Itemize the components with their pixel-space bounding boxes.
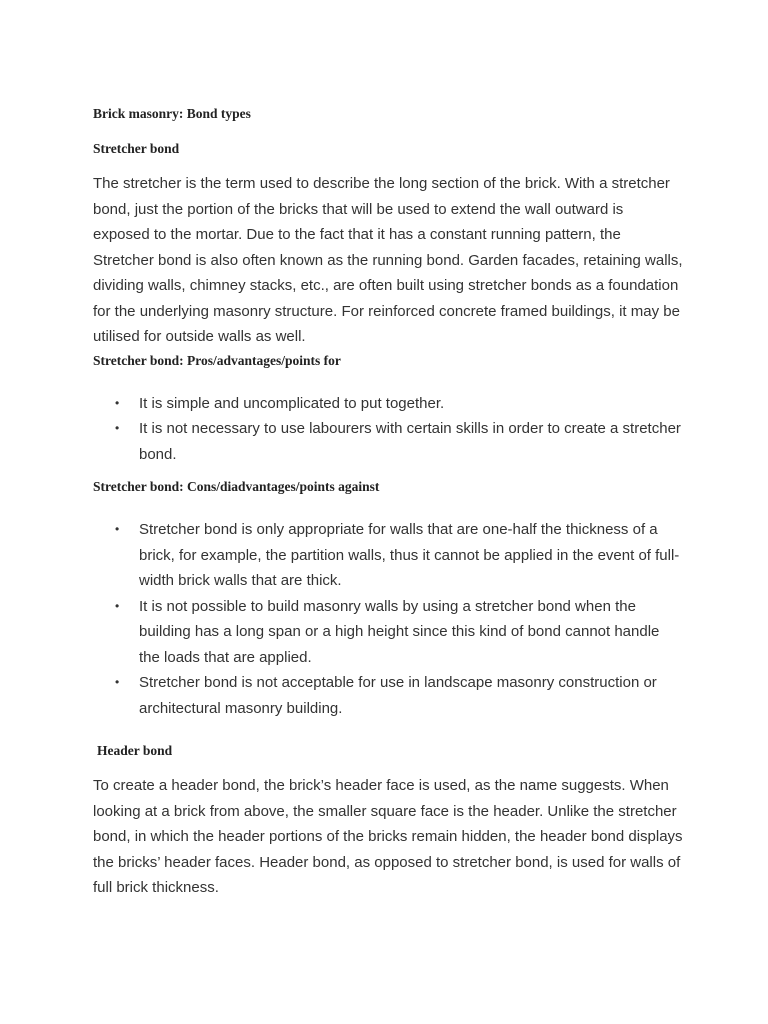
bullet-icon: • — [115, 421, 120, 435]
bullet-icon: • — [115, 395, 120, 410]
list-item — [93, 594, 683, 671]
list-item-text: It is simple and uncomplicated to put together. — [139, 394, 445, 412]
stretcher-bond-paragraph: The stretcher is the term used to describe the long section of the brick. With a stretcher bond, just the portion of the bricks that will be used to extend the wall outward is exposed to the mortar. Due to the fact that it has a constant running pattern, the Stretcher bond is also often known as the running bond. Garden facades, retaining walls, dividing walls, chimney stacks, etc., are often built using stretcher bonds as a foundation for the underlying masonry structure. For reinforced concrete framed buildings, it may be utilised for outside walls as well. — [93, 175, 683, 345]
list-item-text: Stretcher bond is not acceptable for use in landscape masonry construction or architectural masonry building. — [139, 674, 657, 717]
stretcher-pros-list — [93, 391, 683, 468]
list-item-text: Stretcher bond is only appropriate for walls that are one-half the thickness of a brick, for example, the partition walls, thus it cannot be applied in the event of full-width brick walls that are thick. — [139, 521, 680, 589]
bullet-icon: • — [115, 675, 120, 689]
list-item — [93, 670, 683, 721]
stretcher-pros-heading: Stretcher bond: Pros/advantages/points for — [93, 352, 341, 368]
bullet-icon: • — [115, 522, 120, 536]
document-title: Brick masonry: Bond types — [93, 106, 251, 121]
stretcher-bond-heading: Stretcher bond — [93, 141, 180, 156]
list-item — [93, 391, 683, 417]
list-item — [93, 416, 683, 467]
document-page — [93, 104, 683, 901]
list-item-text: It is not possible to build masonry walls by using a stretcher bond when the building has a long span or a high height since this kind of bond cannot handle the loads that are applied. — [139, 597, 660, 666]
list-item — [93, 517, 683, 594]
bullet-icon: • — [115, 598, 120, 613]
stretcher-cons-list — [93, 517, 683, 721]
header-bond-heading: Header bond — [97, 743, 173, 758]
stretcher-cons-heading: Stretcher bond: Cons/diadvantages/points against — [93, 479, 380, 494]
header-bond-paragraph: To create a header bond, the brick’s header face is used, as the name suggests. When looking at a brick from above, the smaller square face is the header. Unlike the stretcher bond, in which the header portions of the bricks remain hidden, the header bond displays the bricks’ header faces. Header bond, as opposed to stretcher bond, is used for walls of full brick thickness. — [93, 777, 683, 896]
list-item-text: It is not necessary to use labourers with certain skills in order to create a stretcher bond. — [139, 420, 681, 463]
